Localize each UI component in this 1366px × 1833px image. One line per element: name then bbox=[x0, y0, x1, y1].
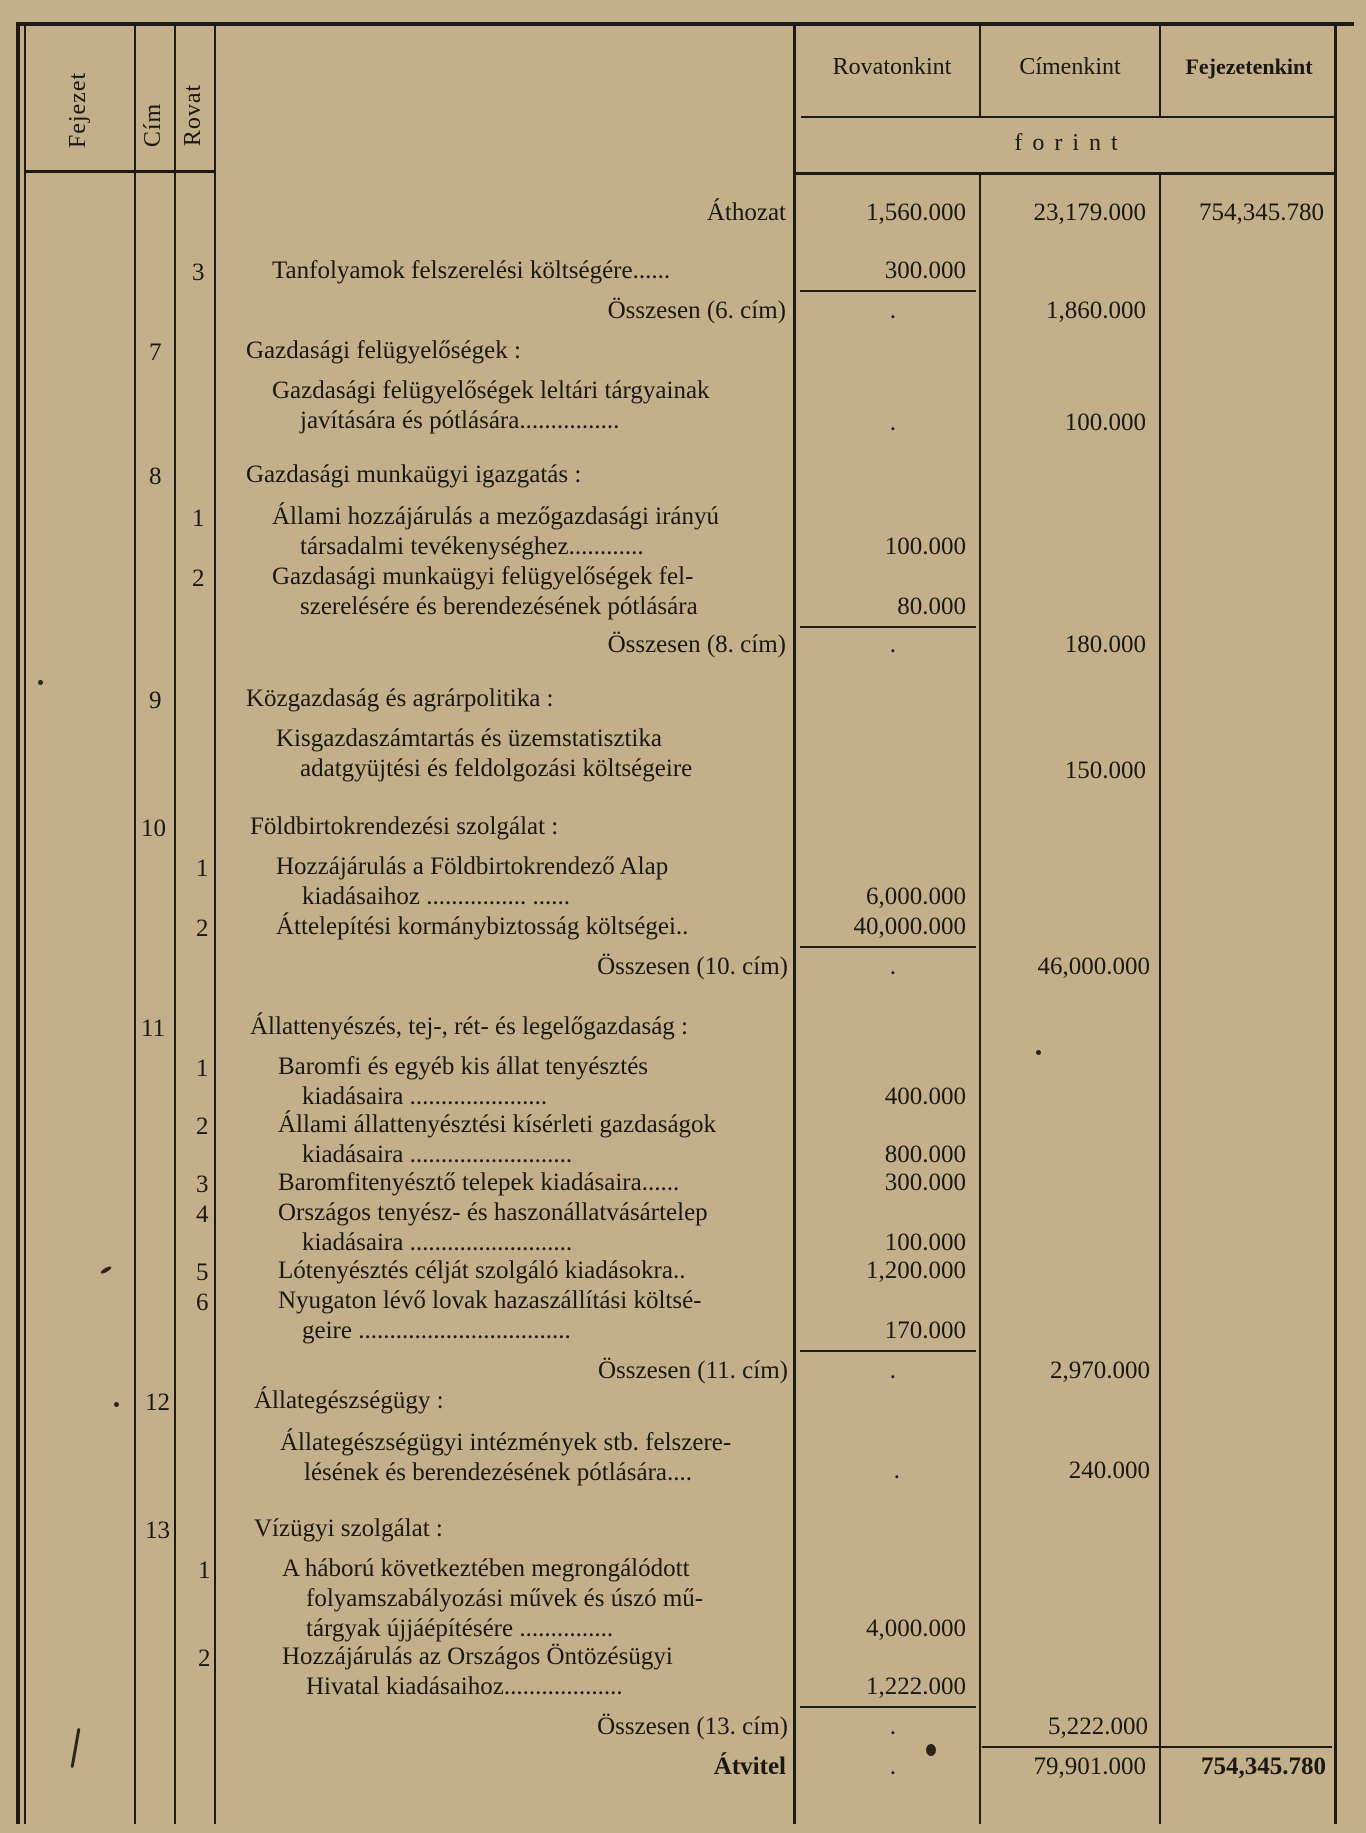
subtotal-cim: 5,222.000 bbox=[1048, 1713, 1148, 1740]
athozat-label: Áthozat bbox=[706, 199, 786, 226]
row-rovat-amount: 300.000 bbox=[884, 257, 966, 284]
row-rovat-no: 5 bbox=[196, 1259, 209, 1286]
atvitel-label: Átvitel bbox=[713, 1753, 786, 1780]
frame-left bbox=[16, 24, 20, 1824]
row-rovat-no: 3 bbox=[196, 1171, 209, 1198]
subtotal-label: Összesen (11. cím) bbox=[598, 1357, 788, 1384]
subtotal-cim: 2,970.000 bbox=[1050, 1357, 1150, 1384]
item-line: társadalmi tevékenységhez............ bbox=[300, 533, 644, 560]
subtotal-rule bbox=[800, 626, 976, 628]
rule-cimenkint-fejezetenkint bbox=[1159, 24, 1161, 1824]
row-rovat-no: 2 bbox=[198, 1645, 211, 1672]
subtotal-rule bbox=[800, 1706, 976, 1708]
rule-text-amounts bbox=[793, 24, 796, 1824]
cim-title: Földbirtokrendezési szolgálat : bbox=[250, 813, 559, 840]
item-line: tárgyak újjáépítésére ............... bbox=[306, 1615, 614, 1642]
print-speck bbox=[71, 1728, 81, 1768]
print-speck bbox=[38, 680, 43, 685]
row-rovat-no: 1 bbox=[198, 1557, 211, 1584]
item-line: kiadásaihoz ................ ...... bbox=[302, 883, 571, 910]
item-cim: 240.000 bbox=[1068, 1457, 1150, 1484]
cim-number: 7 bbox=[149, 339, 162, 366]
athozat-fejezet: 754,345.780 bbox=[1199, 199, 1324, 226]
cim-number: 9 bbox=[149, 687, 162, 714]
subtotal-rule bbox=[800, 290, 976, 292]
header-rule-columns bbox=[801, 116, 1334, 118]
header-cim: Cím bbox=[140, 102, 166, 148]
item-rovat: 100.000 bbox=[884, 1229, 966, 1256]
print-speck bbox=[926, 1744, 936, 1756]
cim-title: Gazdasági felügyelőségek : bbox=[246, 337, 521, 364]
frame-right bbox=[1334, 24, 1337, 1824]
subtotal-rovat: . bbox=[889, 631, 896, 658]
row-rovat-no: 3 bbox=[192, 259, 205, 286]
item-line: kiadásaira ...................... bbox=[302, 1083, 548, 1110]
cim-title: Állategészségügy : bbox=[254, 1387, 444, 1414]
item-rovat: 400.000 bbox=[884, 1083, 966, 1110]
row-rovat-no: 2 bbox=[196, 1113, 209, 1140]
item-line: Baromfitenyésztő telepek kiadásaira...... bbox=[278, 1169, 680, 1196]
row-rovat-no: 2 bbox=[192, 565, 205, 592]
item-rovat: 800.000 bbox=[884, 1141, 966, 1168]
rule-fejezet-cim bbox=[134, 24, 136, 1824]
atvitel-cim: 79,901.000 bbox=[1033, 1753, 1146, 1780]
rule-cim-rovat bbox=[174, 24, 176, 1824]
item-line: Állami állattenyésztési kísérleti gazdaságok bbox=[278, 1111, 717, 1138]
row-label: Tanfolyamok felszerelési költségére...... bbox=[272, 257, 671, 284]
print-speck bbox=[100, 1265, 112, 1274]
subtotal-cim: 1,860.000 bbox=[1046, 297, 1146, 324]
header-cimenkint: Címenkint bbox=[1019, 54, 1121, 80]
cim-number: 12 bbox=[145, 1389, 170, 1416]
header-rovat: Rovat bbox=[180, 83, 206, 147]
atvitel-rovat: . bbox=[889, 1753, 896, 1780]
subtotal-label: Összesen (6. cím) bbox=[607, 297, 786, 324]
item-rovat: 1,200.000 bbox=[866, 1257, 966, 1284]
item-rovat: . bbox=[889, 409, 896, 436]
item-cim: 150.000 bbox=[1064, 757, 1146, 784]
item-rovat: 300.000 bbox=[884, 1169, 966, 1196]
subtotal-label: Összesen (13. cím) bbox=[597, 1713, 788, 1740]
row-rovat-no: 4 bbox=[196, 1201, 209, 1228]
row-rovat-no: 1 bbox=[196, 1055, 209, 1082]
header-rule-left bbox=[26, 170, 214, 173]
item-line: Országos tenyész- és haszonállatvásártelep bbox=[278, 1199, 708, 1226]
atvitel-fejezet: 754,345.780 bbox=[1201, 1753, 1326, 1780]
subtotal-rule bbox=[800, 1350, 976, 1352]
header-fejezetenkint: Fejezetenkint bbox=[1185, 54, 1313, 79]
cim-title: Gazdasági munkaügyi igazgatás : bbox=[246, 461, 582, 488]
frame-top bbox=[16, 22, 1354, 26]
cim-number: 8 bbox=[149, 463, 162, 490]
item-line: lésének és berendezésének pótlására.... bbox=[304, 1459, 693, 1486]
item-line: javítására és pótlására................ bbox=[300, 407, 620, 434]
subtotal-rovat: . bbox=[889, 1357, 896, 1384]
header-fejezet: Fejezet bbox=[65, 71, 91, 149]
item-line: kiadásaira .......................... bbox=[302, 1229, 573, 1256]
item-line: Kisgazdaszámtartás és üzemstatisztika bbox=[276, 725, 662, 752]
item-line: Áttelepítési kormánybiztosság költségei.. bbox=[276, 913, 689, 940]
athozat-rovat: 1,560.000 bbox=[866, 199, 966, 226]
item-line: Hozzájárulás az Országos Öntözésügyi bbox=[282, 1643, 673, 1670]
row-rovat-no: 1 bbox=[196, 855, 209, 882]
item-rovat: 6,000.000 bbox=[866, 883, 966, 910]
frame-left-inner bbox=[24, 24, 26, 1824]
item-line: Gazdasági munkaügyi felügyelőségek fel- bbox=[272, 563, 694, 590]
item-cim: 100.000 bbox=[1064, 409, 1146, 436]
print-speck bbox=[1036, 1050, 1041, 1055]
subtotal-rovat: . bbox=[889, 1713, 896, 1740]
rule-rovat-text bbox=[214, 24, 216, 1824]
item-line: geire .................................. bbox=[302, 1317, 571, 1344]
item-rovat: 1,222.000 bbox=[866, 1673, 966, 1700]
item-line: Állami hozzájárulás a mezőgazdasági irányú bbox=[272, 503, 720, 530]
item-line: adatgyüjtési és feldolgozási költségeire bbox=[300, 755, 693, 782]
subtotal-rovat: . bbox=[889, 297, 896, 324]
row-rovat-no: 1 bbox=[192, 505, 205, 532]
cim-number: 10 bbox=[141, 815, 166, 842]
item-line: Lótenyésztés célját szolgáló kiadásokra.. bbox=[278, 1257, 686, 1284]
item-line: A háború következtében megrongálódott bbox=[282, 1555, 690, 1582]
item-rovat: 4,000.000 bbox=[866, 1615, 966, 1642]
item-line: Nyugaton lévő lovak hazaszállítási költsé- bbox=[278, 1287, 702, 1314]
item-line: Baromfi és egyéb kis állat tenyésztés bbox=[278, 1053, 649, 1080]
subtotal-cim: 46,000.000 bbox=[1037, 953, 1150, 980]
item-rovat: 170.000 bbox=[884, 1317, 966, 1344]
carry-forward-rule bbox=[982, 1746, 1332, 1748]
subtotal-cim: 180.000 bbox=[1064, 631, 1146, 658]
item-line: Gazdasági felügyelőségek leltári tárgyainak bbox=[272, 377, 710, 404]
cim-title: Közgazdaság és agrárpolitika : bbox=[246, 685, 554, 712]
print-speck bbox=[114, 1402, 119, 1407]
item-line: szerelésére és berendezésének pótlására bbox=[300, 593, 698, 620]
item-line: Hozzájárulás a Földbirtokrendező Alap bbox=[276, 853, 669, 880]
cim-title: Vízügyi szolgálat : bbox=[254, 1515, 443, 1542]
row-rovat-no: 2 bbox=[196, 915, 209, 942]
item-rovat: 80.000 bbox=[897, 593, 966, 620]
item-rovat: 40,000.000 bbox=[853, 913, 966, 940]
subtotal-label: Összesen (8. cím) bbox=[607, 631, 786, 658]
subtotal-rovat: . bbox=[889, 953, 896, 980]
subtotal-label: Összesen (10. cím) bbox=[597, 953, 788, 980]
item-rovat: 100.000 bbox=[884, 533, 966, 560]
row-rovat-no: 6 bbox=[196, 1289, 209, 1316]
rule-rovatonkint-cimenkint bbox=[979, 24, 981, 1824]
item-line: Állategészségügyi intézmények stb. felszere- bbox=[280, 1429, 732, 1456]
header-rovatonkint: Rovatonkint bbox=[832, 54, 952, 80]
item-line: kiadásaira .......................... bbox=[302, 1141, 573, 1168]
cim-number: 13 bbox=[145, 1517, 170, 1544]
header-unit: f o r i n t bbox=[1014, 130, 1120, 156]
athozat-cim: 23,179.000 bbox=[1033, 199, 1146, 226]
subtotal-rule bbox=[800, 946, 976, 948]
item-rovat: . bbox=[893, 1457, 900, 1484]
cim-title: Állattenyészés, tej-, rét- és legelőgazdaság : bbox=[250, 1013, 689, 1040]
item-line: Hivatal kiadásaihoz................... bbox=[306, 1673, 623, 1700]
item-line: folyamszabályozási művek és úszó mű- bbox=[306, 1585, 704, 1612]
header-rule-unit bbox=[796, 172, 1334, 175]
cim-number: 11 bbox=[141, 1015, 166, 1042]
